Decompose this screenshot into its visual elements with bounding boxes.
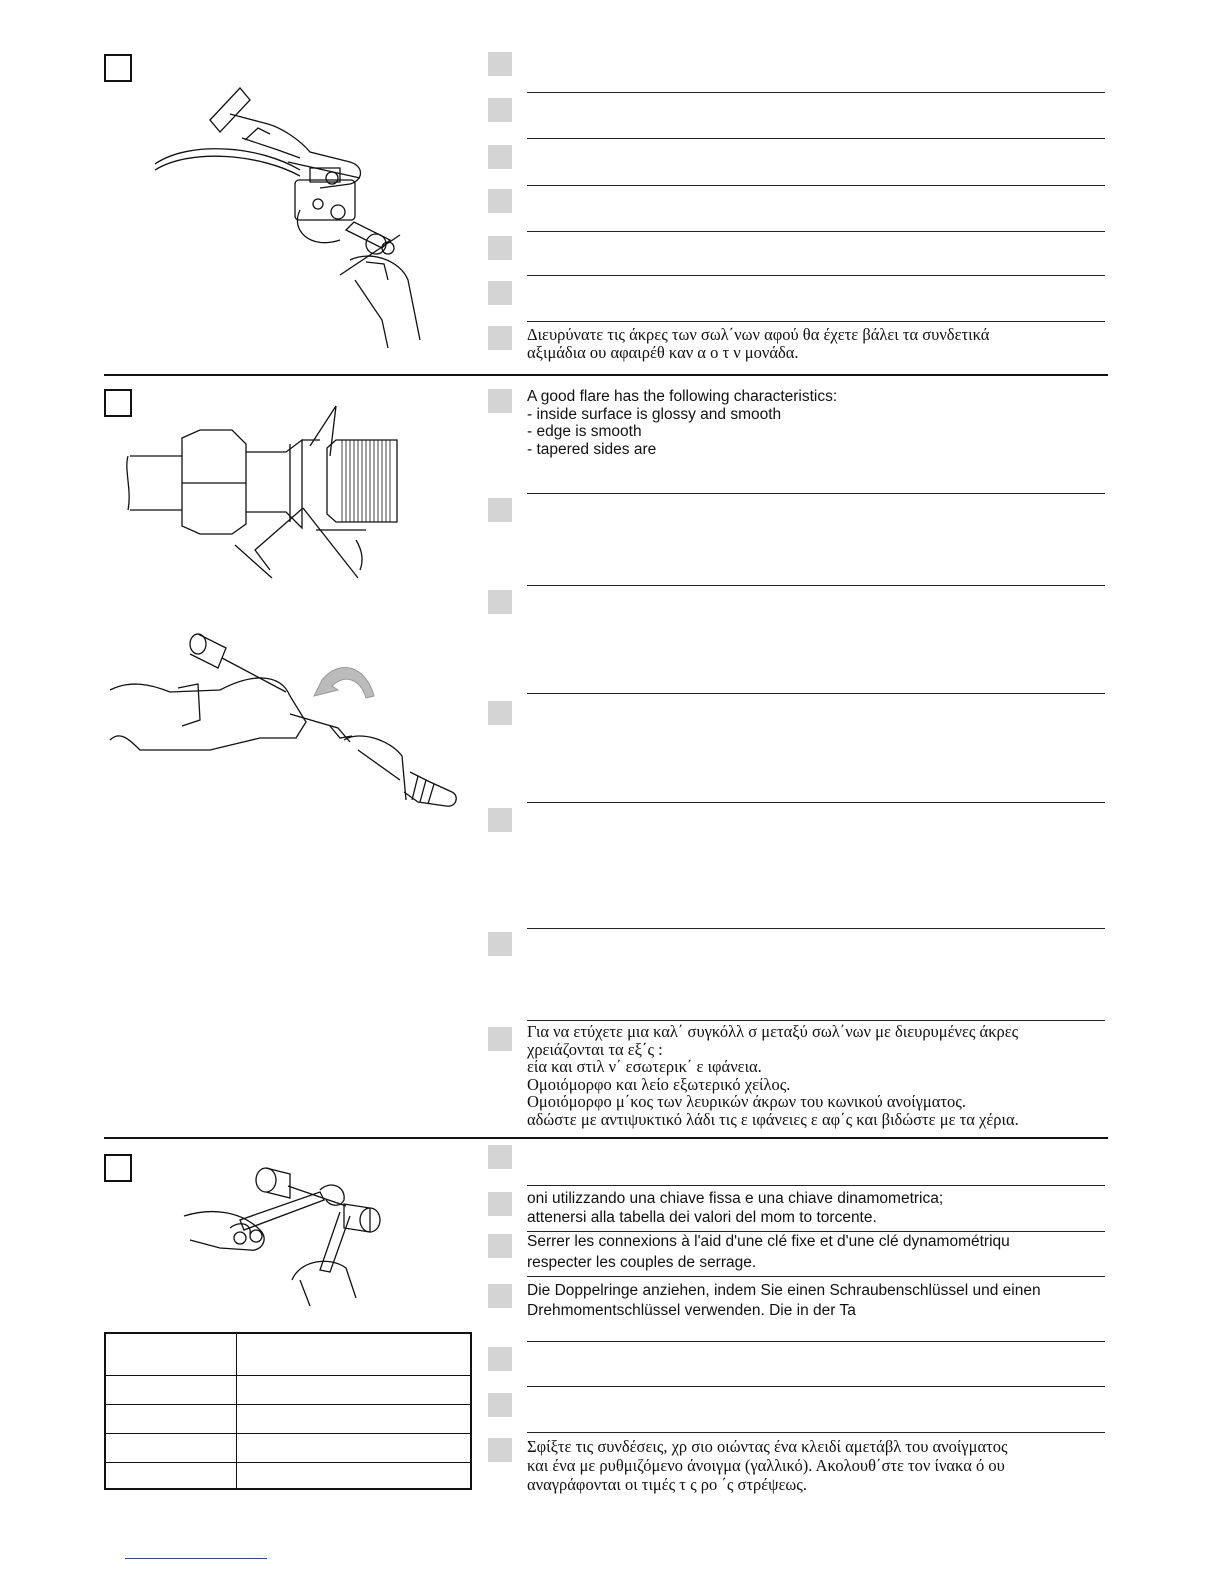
divider <box>527 92 1105 93</box>
table-cell <box>105 1333 237 1375</box>
divider <box>527 693 1105 694</box>
table-cell <box>237 1433 472 1462</box>
step-1-6-marker <box>488 281 512 305</box>
divider <box>527 231 1105 232</box>
divider <box>527 1386 1105 1387</box>
divider <box>527 138 1105 139</box>
flare-cross-section-diagram <box>120 400 410 590</box>
step-2-7-marker <box>488 1027 512 1051</box>
divider <box>527 1276 1105 1277</box>
step-3-4-text: Die Doppelringe anziehen, indem Sie einen Schraubenschlüssel und einen Drehmomentschlüssel verwenden. Die in der Ta <box>527 1282 1041 1319</box>
step-3-2-marker <box>488 1192 512 1216</box>
divider <box>527 1432 1105 1433</box>
step-2-5-marker <box>488 808 512 832</box>
table-cell <box>105 1462 237 1489</box>
step-3-7-text: Σφίξτε τις συνδέσεις, χρ σιο οιώντας ένα κλειδί αμετάβλ του ανοίγματος και ένα με ρυθμιζόμενο άνοιγμα (γαλλικό). Ακολουθ΄στε τον ίνακα ό ου αναγράφονται οι τιμές τ ς ρο ΄ς στρέψεως. <box>527 1437 1008 1494</box>
step-2-2-marker <box>488 498 512 522</box>
table-row <box>105 1433 471 1462</box>
section-divider <box>104 1137 1108 1139</box>
footer-link-underline[interactable] <box>125 1558 267 1559</box>
step-1-1-marker <box>488 52 512 76</box>
step-1-2-marker <box>488 98 512 122</box>
step-3-3-marker <box>488 1234 512 1258</box>
divider <box>527 1185 1105 1186</box>
divider <box>527 1020 1105 1021</box>
table-row <box>105 1375 471 1404</box>
step-1-7-marker <box>488 326 512 350</box>
divider <box>527 185 1105 186</box>
table-cell <box>105 1404 237 1433</box>
divider <box>527 1341 1105 1342</box>
step-3-5-marker <box>488 1347 512 1371</box>
table-cell <box>237 1462 472 1489</box>
table-cell <box>105 1433 237 1462</box>
table-cell <box>105 1375 237 1404</box>
section-1-marker <box>104 54 132 82</box>
divider <box>527 802 1105 803</box>
divider <box>527 321 1105 322</box>
step-2-1-text: A good flare has the following characteristics: - inside surface is glossy and smooth - edge is smooth - tapered sides are <box>527 388 838 458</box>
step-1-7-text: Διευρύνατε τις άκρες των σωλ΄νων αφού θα έχετε βάλει τα συνδετικά αξιμάδια ου αφαιρέθ καν α ο τ ν μονάδα. <box>527 325 990 362</box>
table-cell <box>237 1333 472 1375</box>
step-3-4-marker <box>488 1284 512 1308</box>
flaring-tool-illustration <box>150 80 430 350</box>
table-cell <box>237 1404 472 1433</box>
step-1-5-marker <box>488 236 512 260</box>
step-2-6-marker <box>488 932 512 956</box>
divider <box>527 493 1105 494</box>
step-3-6-marker <box>488 1393 512 1417</box>
section-3-marker <box>104 1154 132 1182</box>
table-cell <box>237 1375 472 1404</box>
table-row <box>105 1333 471 1375</box>
step-3-3-text: Serrer les connexions à l'aid d'une clé fixe et d'une clé dynamométriqu respecter les couples de serrage. <box>527 1233 1010 1271</box>
torque-table <box>104 1332 472 1490</box>
step-2-3-marker <box>488 590 512 614</box>
step-2-1-marker <box>488 389 512 413</box>
step-2-4-marker <box>488 701 512 725</box>
divider <box>527 928 1105 929</box>
step-3-7-marker <box>488 1438 512 1462</box>
table-row <box>105 1404 471 1433</box>
torque-wrench-illustration <box>180 1160 400 1310</box>
step-2-7-text: Για να ετύχετε μια καλ΄ συγκόλλ σ μεταξύ σωλ΄νων με διευρυμένες άκρες χρειάζονται τα εξ΄ς : εία και στιλ ν΄ εσωτερικ΄ ε ιφάνεια. Ομοιόμορφο και λείο εξωτερικό χείλος. Ομοιόμορφο μ΄κος των λευρικών άκρων του κωνικού ανοίγματος. αδώστε με αντιψυκτικό λάδι τις ε ιφάνειες ε αφ΄ς και βιδώστε με τα χέρια. <box>527 1022 1019 1129</box>
section-divider <box>104 374 1108 376</box>
step-3-1-marker <box>488 1145 512 1169</box>
step-1-3-marker <box>488 145 512 169</box>
divider <box>527 275 1105 276</box>
reamer-tool-illustration <box>100 630 470 810</box>
table-row <box>105 1462 471 1489</box>
step-1-4-marker <box>488 189 512 213</box>
divider <box>527 585 1105 586</box>
step-3-2-text: oni utilizzando una chiave fissa e una chiave dinamometrica; attenersi alla tabella dei valori del mom to torcente. <box>527 1190 944 1226</box>
